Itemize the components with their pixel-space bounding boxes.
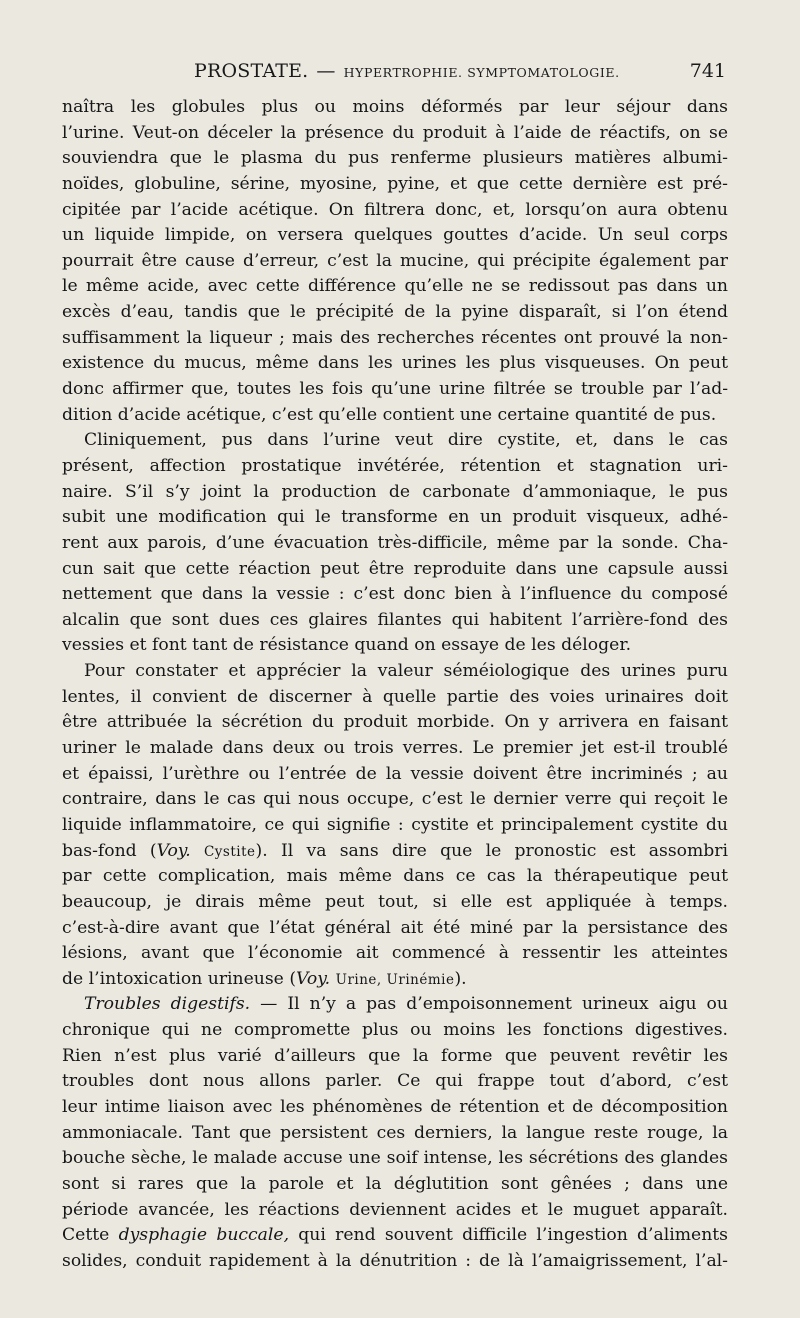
text-line <box>62 351 728 377</box>
text-line <box>62 326 728 352</box>
line-text: — Il n’y a pas d’empoisonnement urineux aigu ou <box>250 994 728 1015</box>
line-text: Rien n’est plus varié d’ailleurs que la forme que peuvent revêtir les <box>62 1045 728 1066</box>
line-text: dition d’acide acétique, c’est qu’elle contient une certaine quantité de pus. <box>62 404 717 425</box>
text-line <box>62 172 728 198</box>
line-text: sont si rares que la parole et la déglutition sont gênées ; dans une <box>62 1173 728 1194</box>
text-line <box>62 1223 728 1249</box>
line-text: donc affirmer que, toutes les fois qu’une urine filtrée se trouble par l’ad- <box>62 379 728 400</box>
italic-text: Voy. <box>296 968 331 989</box>
text-line <box>62 454 728 480</box>
line-text: beaucoup, je dirais même peut tout, si elle est appliquée à temps. <box>62 891 728 912</box>
line-text: par cette complication, mais même dans ce cas la thérapeutique peut <box>62 866 728 887</box>
line-text: cipitée par l’acide acétique. On filtrera donc, et, lorsqu’on aura obtenu <box>62 199 728 220</box>
text-line <box>62 633 728 659</box>
running-title <box>194 60 620 82</box>
line-text: un liquide limpide, on versera quelques gouttes d’acide. Un seul corps <box>62 225 728 246</box>
text-line <box>62 480 728 506</box>
line-text: Cliniquement, pus dans l’urine veut dire cystite, et, dans le cas <box>84 430 728 451</box>
text-line <box>62 992 728 1018</box>
line-text: qui rend souvent difficile l’ingestion d’aliments <box>289 1225 728 1246</box>
text-line <box>62 198 728 224</box>
text-line <box>62 916 728 942</box>
body-text <box>62 95 728 1274</box>
text-line <box>62 121 728 147</box>
line-text: naîtra les globules plus ou moins déformés par leur séjour dans <box>62 97 728 117</box>
text-line <box>62 428 728 454</box>
text-line <box>62 685 728 711</box>
text-line <box>62 762 728 788</box>
line-text: nettement que dans la vessie : c’est donc bien à l’influence du composé <box>62 584 728 605</box>
line-text: lésions, avant que l’économie ait commencé à ressentir les atteintes <box>62 943 728 964</box>
text-line <box>62 249 728 275</box>
line-text: Cette <box>62 1225 119 1246</box>
text-line <box>62 531 728 557</box>
line-text: l’urine. Veut-on déceler la présence du produit à l’aide de réactifs, on se <box>62 122 728 143</box>
text-line <box>62 146 728 172</box>
line-text: subit une modification qui le transforme en un produit visqueux, adhé- <box>62 507 728 528</box>
text-line <box>62 608 728 634</box>
line-text: contraire, dans le cas qui nous occupe, c’est le dernier verre qui reçoit le <box>62 789 728 810</box>
text-line <box>62 377 728 403</box>
line-text: c’est-à-dire avant que l’état général ait été miné par la persistance des <box>62 917 728 938</box>
line-text: période avancée, les réactions deviennent acides et le muguet apparaît. <box>62 1199 728 1220</box>
line-text: le même acide, avec cette différence qu’elle ne se redissout pas dans un <box>62 276 728 297</box>
line-text: lentes, il convient de discerner à quelle partie des voies urinaires doit <box>62 686 728 707</box>
italic-text: Voy. <box>156 840 191 861</box>
text-line <box>62 1018 728 1044</box>
text-line <box>62 1069 728 1095</box>
text-line <box>62 505 728 531</box>
small-caps-reference: Urine, Urinémie <box>335 971 455 988</box>
line-text: et épaissi, l’urèthre ou l’entrée de la vessie doivent être incriminés ; au <box>62 763 728 784</box>
text-line <box>62 274 728 300</box>
text-line <box>62 1172 728 1198</box>
line-text: être attribuée la sécrétion du produit morbide. On y arrivera en faisant <box>62 712 728 733</box>
text-line <box>62 95 728 121</box>
line-text: chronique qui ne compromette plus ou moins les fonctions digestives. <box>62 1020 728 1041</box>
text-line <box>62 1146 728 1172</box>
line-text: présent, affection prostatique invétérée, rétention et stagnation uri- <box>62 455 728 476</box>
text-line <box>62 300 728 326</box>
line-text: alcalin que sont dues ces glaires filantes qui habitent l’arrière-fond des <box>62 609 728 630</box>
text-line <box>62 582 728 608</box>
line-text: vessies et font tant de résistance quand on essaye de les déloger. <box>62 635 632 656</box>
text-line <box>62 659 728 685</box>
italic-text: dysphagie buccale, <box>118 1225 290 1246</box>
line-text: existence du mucus, même dans les urines les plus visqueuses. On peut <box>62 353 728 374</box>
text-line <box>62 813 728 839</box>
text-line <box>62 557 728 583</box>
text-line <box>62 839 728 865</box>
text-line <box>62 890 728 916</box>
running-head <box>64 60 730 90</box>
line-text: uriner le malade dans deux ou trois verres. Le premier jet est-il troublé <box>62 738 728 759</box>
text-line <box>62 710 728 736</box>
line-text: souviendra que le plasma du pus renferme plusieurs matières albumi- <box>62 148 728 169</box>
text-line <box>62 967 728 993</box>
line-text: leur intime liaison avec les phénomènes de rétention et de décomposition <box>62 1096 728 1117</box>
title-dash: — <box>316 60 336 82</box>
line-text: excès d’eau, tandis que le précipité de la pyine disparaît, si l’on étend <box>62 302 728 323</box>
text-line <box>62 1121 728 1147</box>
page-number: 741 <box>689 60 726 82</box>
line-text: de l’intoxication urineuse ( <box>62 968 297 989</box>
italic-text: Troubles digestifs. <box>84 994 251 1015</box>
line-text: bouche sèche, le malade accuse une soif intense, les sécrétions des glandes <box>62 1148 728 1169</box>
text-line <box>62 941 728 967</box>
line-text: noïdes, globuline, sérine, myosine, pyine, et que cette dernière est pré- <box>62 173 728 194</box>
line-text: naire. S’il s’y joint la production de carbonate d’ammoniaque, le pus <box>62 481 728 502</box>
text-line <box>62 1198 728 1224</box>
line-text: Pour constater et apprécier la valeur séméiologique des urines puru <box>84 661 728 682</box>
text-line <box>62 1044 728 1070</box>
line-text: ). <box>454 968 467 989</box>
line-text: bas-fond ( <box>62 840 157 861</box>
line-text: cun sait que cette réaction peut être reproduite dans une capsule aussi <box>62 558 728 579</box>
text-line <box>62 403 728 429</box>
text-line <box>62 223 728 249</box>
text-line <box>62 736 728 762</box>
text-line <box>62 864 728 890</box>
text-line <box>62 1249 728 1275</box>
section-subtitle: HYPERTROPHIE. SYMPTOMATOLOGIE. <box>343 65 620 80</box>
line-text: troubles dont nous allons parler. Ce qui frappe tout d’abord, c’est <box>62 1071 728 1092</box>
text-line <box>62 1095 728 1121</box>
line-text: rent aux parois, d’une évacuation très-difficile, même par la sonde. Cha- <box>62 532 728 553</box>
line-text: liquide inflammatoire, ce qui signifie : cystite et principalement cystite du <box>62 814 728 835</box>
line-text: ). Il va sans dire que le pronostic est assombri <box>255 840 728 861</box>
line-text: suffisamment la liqueur ; mais des recherches récentes ont prouvé la non- <box>62 327 728 348</box>
chapter-title: PROSTATE. <box>194 60 309 82</box>
text-line <box>62 787 728 813</box>
small-caps-reference: Cystite <box>203 843 256 860</box>
line-text: ammoniacale. Tant que persistent ces derniers, la langue reste rouge, la <box>62 1122 728 1143</box>
line-text: pourrait être cause d’erreur, c’est la mucine, qui précipite également par <box>62 250 728 271</box>
line-text: solides, conduit rapidement à la dénutrition : de là l’amaigrissement, l’al- <box>62 1250 728 1271</box>
